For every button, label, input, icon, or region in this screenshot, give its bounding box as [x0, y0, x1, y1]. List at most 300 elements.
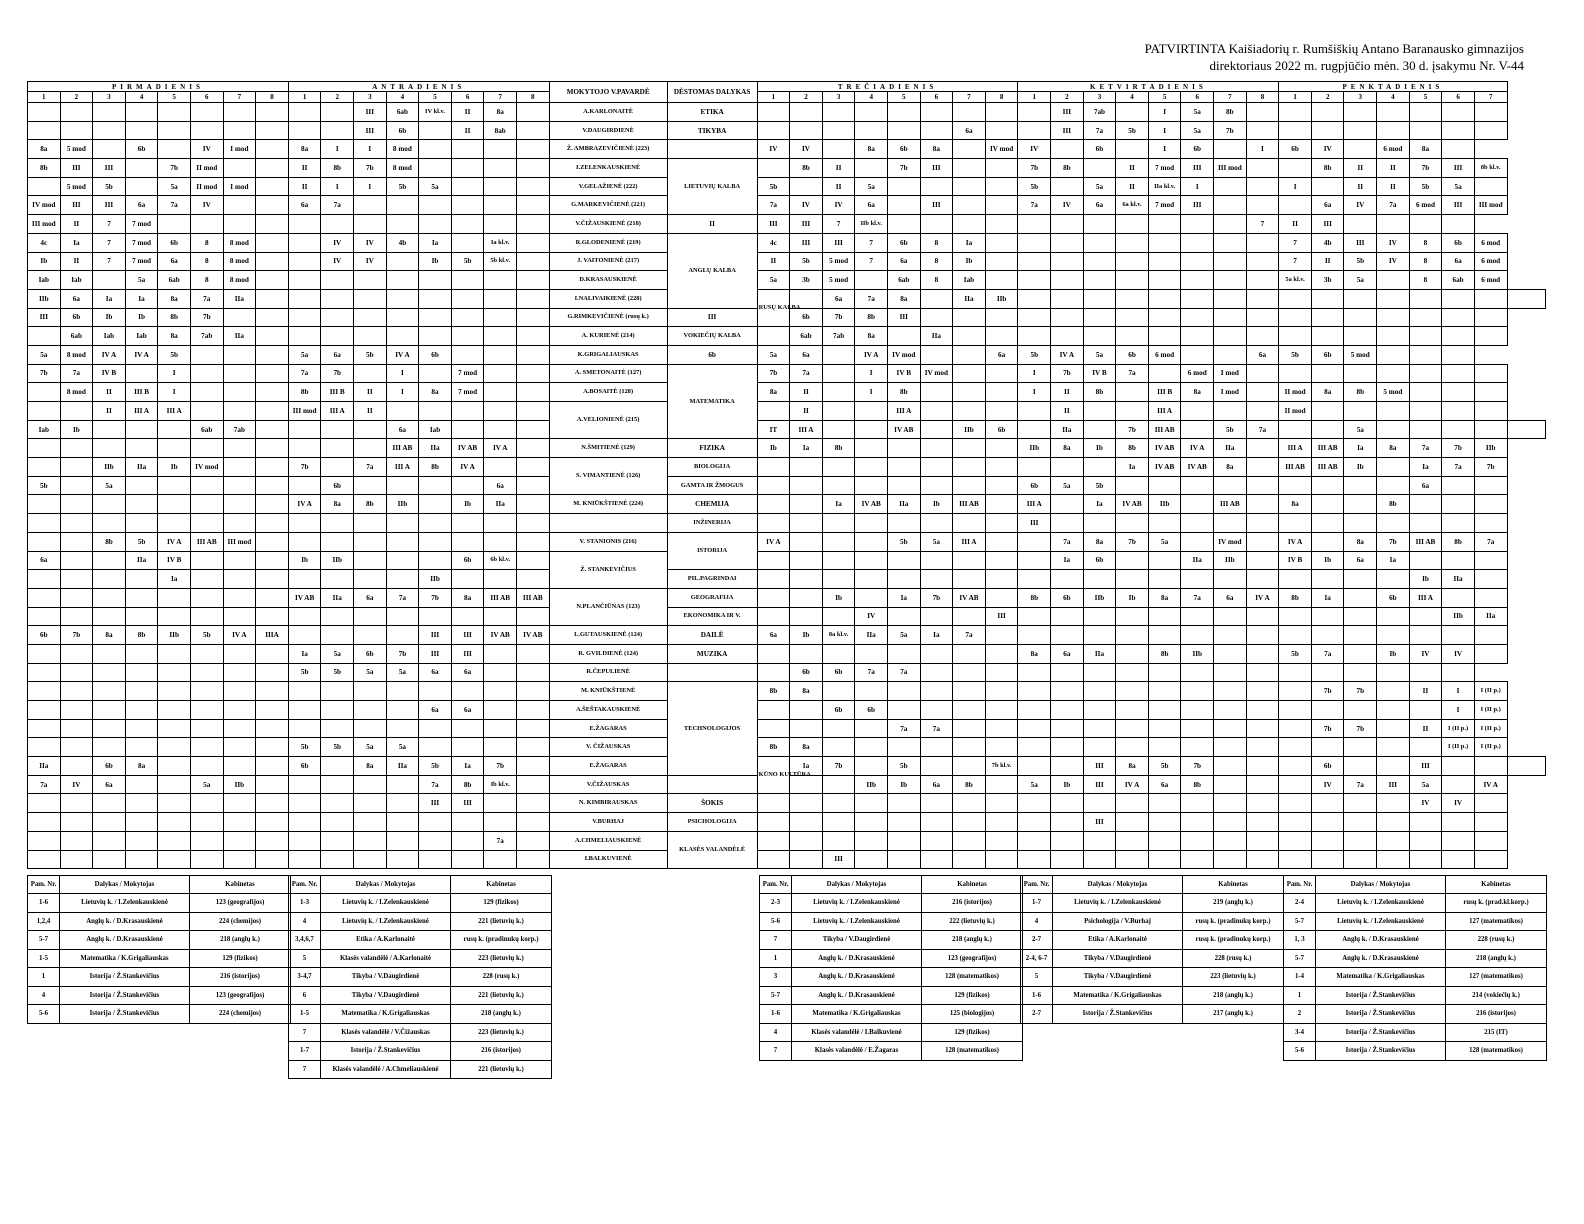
- class-cell: 8: [920, 271, 953, 290]
- class-cell: Ib: [1377, 644, 1410, 663]
- class-cell: 8a: [1148, 588, 1181, 607]
- class-cell: 8a: [158, 289, 191, 308]
- class-cell: [1214, 252, 1247, 271]
- class-cell: III: [1442, 196, 1475, 215]
- class-cell: 6b kl.v.: [484, 551, 517, 570]
- legend-room-header: Kabinetas: [1183, 876, 1284, 894]
- legend-room: 216 (istorijos): [190, 968, 291, 987]
- class-cell: [354, 626, 387, 645]
- legend-room: 129 (fizikos): [190, 949, 291, 968]
- class-cell: [757, 813, 790, 832]
- class-cell: 5a: [1083, 345, 1116, 364]
- class-cell: [28, 103, 61, 122]
- class-cell: [1246, 364, 1279, 383]
- legend-header-row: [1284, 876, 1547, 894]
- class-cell: [1051, 458, 1084, 477]
- class-cell: [60, 682, 93, 701]
- class-cell: [1018, 701, 1051, 720]
- legend-row: [1021, 894, 1284, 913]
- class-cell: [28, 813, 61, 832]
- class-cell: 7: [822, 215, 855, 234]
- class-cell: 3b: [1311, 271, 1344, 290]
- class-cell: [822, 140, 855, 159]
- class-cell: 6a: [1051, 644, 1084, 663]
- class-cell: 5a: [920, 532, 953, 551]
- class-cell: [60, 532, 93, 551]
- class-cell: [1377, 308, 1410, 327]
- legend-subject-teacher: Klasės valandėlė / E.Žagaras: [792, 1042, 922, 1061]
- class-cell: [985, 233, 1018, 252]
- class-cell: 8a: [484, 103, 517, 122]
- class-cell: Ia: [1409, 458, 1442, 477]
- class-cell: Ib: [158, 458, 191, 477]
- class-cell: [451, 532, 484, 551]
- class-cell: [887, 831, 920, 850]
- class-cell: 6 mod: [1474, 252, 1507, 271]
- class-cell: [953, 364, 986, 383]
- class-cell: [855, 794, 888, 813]
- legend-lesson-nr: 3: [760, 968, 792, 987]
- class-cell: [953, 644, 986, 663]
- class-cell: Ib: [125, 308, 158, 327]
- class-cell: 4b: [386, 233, 419, 252]
- class-cell: III: [1377, 775, 1410, 794]
- class-cell: [1116, 682, 1149, 701]
- legend-room: 215 (IT): [1446, 1023, 1547, 1042]
- class-cell: 7 mod: [125, 252, 158, 271]
- class-cell: [1344, 813, 1377, 832]
- legend-row: [1021, 931, 1284, 950]
- class-cell: [985, 775, 1018, 794]
- class-cell: 7b: [1051, 364, 1084, 383]
- class-cell: [1246, 121, 1279, 140]
- class-cell: [158, 775, 191, 794]
- class-cell: [28, 327, 61, 346]
- class-cell: [1442, 215, 1475, 234]
- class-cell: [1214, 196, 1247, 215]
- class-cell: 7a: [1409, 439, 1442, 458]
- class-cell: [517, 476, 550, 495]
- class-cell: [354, 775, 387, 794]
- wed-lesson-1: 1: [757, 92, 790, 103]
- class-cell: [1311, 121, 1344, 140]
- class-cell: IIa: [887, 495, 920, 514]
- schedule-row: [28, 532, 1546, 551]
- class-cell: [822, 420, 855, 439]
- class-cell: [1083, 233, 1116, 252]
- class-cell: [1116, 719, 1149, 738]
- legend-subject-teacher: Klasės valandėlė / A.Karlonaitė: [321, 949, 451, 968]
- class-cell: 6b: [125, 140, 158, 159]
- legend-lesson-nr: 2: [1284, 1005, 1316, 1024]
- class-cell: IIb: [419, 570, 452, 589]
- class-cell: I: [855, 383, 888, 402]
- class-cell: [887, 738, 920, 757]
- teacher-name: V. ČIŽAUSKAS: [549, 738, 667, 757]
- class-cell: [93, 439, 126, 458]
- class-cell: [822, 532, 855, 551]
- class-cell: [1409, 420, 1442, 439]
- schedule-row: [28, 252, 1546, 271]
- day-monday: PIRMADIENIS: [28, 82, 289, 92]
- class-cell: [1311, 420, 1344, 439]
- class-cell: 5b: [1344, 252, 1377, 271]
- legend-room-header: Kabinetas: [451, 876, 552, 894]
- class-cell: 8a: [321, 495, 354, 514]
- class-cell: [1148, 719, 1181, 738]
- class-cell: [920, 850, 953, 869]
- class-cell: [517, 383, 550, 402]
- class-cell: [1409, 364, 1442, 383]
- class-cell: [1214, 233, 1247, 252]
- class-cell: [1246, 103, 1279, 122]
- class-cell: [1018, 215, 1051, 234]
- legend-lesson-nr: 1-5: [289, 1005, 321, 1024]
- class-cell: III mod: [1214, 159, 1247, 178]
- class-cell: [484, 794, 517, 813]
- schedule-row: [28, 738, 1546, 757]
- class-cell: [190, 476, 223, 495]
- legend-subject-teacher: Lietuvių k. / I.Zelenkauskienė: [1053, 894, 1183, 913]
- class-cell: [1311, 177, 1344, 196]
- class-cell: 6a: [1311, 196, 1344, 215]
- legend-subject-teacher: Tikyba / V.Daugirdienė: [1053, 968, 1183, 987]
- class-cell: [1279, 327, 1312, 346]
- class-cell: [419, 495, 452, 514]
- thu-lesson-7: 7: [1214, 92, 1247, 103]
- class-cell: [1442, 140, 1475, 159]
- legend-lesson-nr: 2-4: [1284, 894, 1316, 913]
- schedule-row: [28, 701, 1546, 720]
- class-cell: [1148, 570, 1181, 589]
- class-cell: 4b: [1311, 233, 1344, 252]
- class-cell: [985, 626, 1018, 645]
- class-cell: [1181, 514, 1214, 533]
- class-cell: [386, 402, 419, 421]
- class-cell: 8b: [1018, 588, 1051, 607]
- class-cell: [288, 831, 321, 850]
- class-cell: [419, 308, 452, 327]
- class-cell: 5a: [190, 775, 223, 794]
- class-cell: [1148, 514, 1181, 533]
- class-cell: [1116, 252, 1149, 271]
- class-cell: [1246, 719, 1279, 738]
- class-cell: III: [790, 233, 823, 252]
- class-cell: [757, 607, 790, 626]
- class-cell: [288, 570, 321, 589]
- class-cell: [1214, 402, 1247, 421]
- class-cell: [1116, 402, 1149, 421]
- room-change-legend: [1283, 875, 1547, 1061]
- class-cell: 6a: [354, 588, 387, 607]
- class-cell: IV A: [1246, 588, 1279, 607]
- class-cell: 5a: [1051, 476, 1084, 495]
- class-cell: [354, 682, 387, 701]
- class-cell: Ib: [1116, 588, 1149, 607]
- class-cell: [985, 364, 1018, 383]
- class-cell: [887, 514, 920, 533]
- class-cell: 8b: [887, 383, 920, 402]
- legend-subject-teacher: Anglų k. / D.Krasauskienė: [60, 931, 190, 950]
- class-cell: Ia kl.v.: [484, 233, 517, 252]
- class-cell: [1442, 402, 1475, 421]
- class-cell: [1377, 794, 1410, 813]
- class-cell: [1018, 813, 1051, 832]
- legend-lesson-nr: 1-6: [760, 1005, 792, 1024]
- class-cell: Iab: [125, 327, 158, 346]
- class-cell: 8 mod: [386, 159, 419, 178]
- class-cell: [158, 103, 191, 122]
- class-cell: 7a: [1051, 532, 1084, 551]
- class-cell: [887, 439, 920, 458]
- class-cell: 6b: [1279, 140, 1312, 159]
- class-cell: 8: [190, 271, 223, 290]
- class-cell: 7b: [1344, 682, 1377, 701]
- class-cell: 8b: [451, 775, 484, 794]
- class-cell: I: [1279, 177, 1312, 196]
- class-cell: [1051, 215, 1084, 234]
- class-cell: [256, 439, 289, 458]
- class-cell: III A: [158, 402, 191, 421]
- class-cell: [517, 215, 550, 234]
- class-cell: I: [354, 177, 387, 196]
- class-cell: [60, 794, 93, 813]
- class-cell: [93, 719, 126, 738]
- class-cell: 8a kl.v.: [822, 626, 855, 645]
- class-cell: [223, 719, 256, 738]
- class-cell: [256, 775, 289, 794]
- class-cell: [451, 738, 484, 757]
- class-cell: [1279, 813, 1312, 832]
- class-cell: [354, 551, 387, 570]
- class-cell: [419, 682, 452, 701]
- class-cell: 7a: [855, 289, 888, 308]
- legend-row: [760, 949, 1023, 968]
- class-cell: [28, 177, 61, 196]
- class-cell: III B: [1148, 383, 1181, 402]
- class-cell: [1474, 364, 1507, 383]
- class-cell: [855, 719, 888, 738]
- legend-lesson-nr: 1-6: [1021, 986, 1053, 1005]
- class-cell: [223, 738, 256, 757]
- class-cell: [1116, 794, 1149, 813]
- class-cell: [1344, 289, 1377, 308]
- class-cell: [1148, 626, 1181, 645]
- legend-header-row: [1021, 876, 1284, 894]
- class-cell: III: [1083, 757, 1116, 776]
- class-cell: [60, 831, 93, 850]
- subject-name: PSICHOLOGIJA: [667, 813, 757, 832]
- class-cell: 5b: [288, 663, 321, 682]
- class-cell: [887, 476, 920, 495]
- class-cell: 5a: [1344, 420, 1377, 439]
- class-cell: [1148, 271, 1181, 290]
- class-cell: 7a: [484, 831, 517, 850]
- class-cell: [1083, 850, 1116, 869]
- class-cell: Ib: [953, 252, 986, 271]
- day-tuesday: ANTRADIENIS: [288, 82, 549, 92]
- class-cell: III: [93, 196, 126, 215]
- class-cell: [321, 532, 354, 551]
- legend-room: 123 (geografijos): [922, 949, 1023, 968]
- class-cell: [1246, 682, 1279, 701]
- class-cell: 8 mod: [60, 345, 93, 364]
- class-cell: [158, 831, 191, 850]
- class-cell: [517, 439, 550, 458]
- class-cell: [1051, 289, 1084, 308]
- class-cell: [985, 271, 1018, 290]
- class-cell: I: [1181, 177, 1214, 196]
- class-cell: [1409, 495, 1442, 514]
- class-cell: [1148, 252, 1181, 271]
- class-cell: [1246, 159, 1279, 178]
- class-cell: [920, 103, 953, 122]
- class-cell: [190, 701, 223, 720]
- class-cell: IIa: [1214, 439, 1247, 458]
- wed-lesson-2: 2: [790, 92, 823, 103]
- class-cell: III: [1442, 159, 1475, 178]
- class-cell: Ia: [60, 233, 93, 252]
- class-cell: [386, 570, 419, 589]
- class-cell: [953, 476, 986, 495]
- class-cell: [1279, 308, 1312, 327]
- class-cell: [1148, 327, 1181, 346]
- class-cell: 7a: [386, 588, 419, 607]
- class-cell: 6b: [855, 701, 888, 720]
- class-cell: 8: [190, 233, 223, 252]
- class-cell: [158, 476, 191, 495]
- class-cell: 7a: [190, 289, 223, 308]
- legend-row: [1021, 949, 1284, 968]
- class-cell: IV: [1442, 794, 1475, 813]
- legend-room: 123 (geografijos): [190, 894, 291, 913]
- class-cell: [985, 495, 1018, 514]
- class-cell: [419, 159, 452, 178]
- class-cell: [1181, 682, 1214, 701]
- legend-room: 129 (fizikos): [451, 894, 552, 913]
- class-cell: 7 mod: [1148, 159, 1181, 178]
- class-cell: 5b: [288, 738, 321, 757]
- class-cell: 7: [93, 252, 126, 271]
- class-cell: [125, 831, 158, 850]
- class-cell: IV AB: [887, 420, 920, 439]
- schedule-row: [28, 813, 1546, 832]
- class-cell: [517, 177, 550, 196]
- class-cell: [1246, 831, 1279, 850]
- class-cell: [790, 813, 823, 832]
- class-cell: 8 mod: [60, 383, 93, 402]
- class-cell: [419, 813, 452, 832]
- legend-lesson-nr: 5-7: [1284, 949, 1316, 968]
- class-cell: [887, 570, 920, 589]
- class-cell: 5 mod: [822, 271, 855, 290]
- class-cell: [920, 831, 953, 850]
- class-cell: [1116, 271, 1149, 290]
- class-cell: [321, 121, 354, 140]
- class-cell: 7 mod: [451, 364, 484, 383]
- class-cell: IV A: [1116, 775, 1149, 794]
- class-cell: IV A: [855, 345, 888, 364]
- class-cell: [28, 607, 61, 626]
- class-cell: [223, 345, 256, 364]
- class-cell: [60, 121, 93, 140]
- class-cell: [1409, 607, 1442, 626]
- class-cell: III AB: [1311, 458, 1344, 477]
- class-cell: II: [1279, 215, 1312, 234]
- class-cell: 6a: [419, 663, 452, 682]
- legend-room: 128 (matematikos): [922, 1042, 1023, 1061]
- fri-lesson-6: 6: [1442, 92, 1475, 103]
- class-cell: [1116, 514, 1149, 533]
- class-cell: [517, 682, 550, 701]
- legend-lesson-nr: 1-7: [289, 1042, 321, 1061]
- legend-subject-teacher: Tikyba / V.Daugirdienė: [792, 931, 922, 950]
- class-cell: 7b: [1442, 439, 1475, 458]
- class-cell: [517, 420, 550, 439]
- class-cell: 6a: [1246, 345, 1279, 364]
- class-cell: Ia: [920, 626, 953, 645]
- class-cell: III A: [1279, 439, 1312, 458]
- legend-lesson-nr: 4: [1021, 912, 1053, 931]
- class-cell: III AB: [386, 439, 419, 458]
- class-cell: [953, 327, 986, 346]
- class-cell: 7b: [1181, 757, 1214, 776]
- class-cell: [1442, 289, 1475, 308]
- class-cell: [1181, 289, 1214, 308]
- class-cell: III: [451, 626, 484, 645]
- legend-room: 129 (fizikos): [922, 1023, 1023, 1042]
- class-cell: 8 mod: [223, 271, 256, 290]
- class-cell: [190, 813, 223, 832]
- class-cell: IIb: [28, 289, 61, 308]
- class-cell: IIa kl.v.: [1148, 177, 1181, 196]
- class-cell: III: [920, 196, 953, 215]
- class-cell: 6b: [887, 140, 920, 159]
- subject-name: KŪNO KULTŪRA: [757, 757, 790, 794]
- class-cell: [190, 345, 223, 364]
- class-cell: 7a: [1181, 588, 1214, 607]
- class-cell: [386, 701, 419, 720]
- class-cell: [953, 215, 986, 234]
- class-cell: [822, 476, 855, 495]
- legend-room: 128 (matematikos): [922, 968, 1023, 987]
- class-cell: 8a: [790, 738, 823, 757]
- class-cell: [1246, 551, 1279, 570]
- legend-row: [28, 968, 291, 987]
- class-cell: [517, 719, 550, 738]
- class-cell: [1344, 476, 1377, 495]
- class-cell: [321, 327, 354, 346]
- class-cell: [1279, 121, 1312, 140]
- day-friday: PENKTADIENIS: [1279, 82, 1507, 92]
- class-cell: [1246, 458, 1279, 477]
- teacher-name: K.GRIGALIAUSKAS: [549, 345, 667, 364]
- subject-name: ŠOKIS: [667, 794, 757, 813]
- class-cell: 6b: [1311, 345, 1344, 364]
- class-cell: [822, 813, 855, 832]
- class-cell: [190, 738, 223, 757]
- thu-lesson-2: 2: [1051, 92, 1084, 103]
- class-cell: [125, 570, 158, 589]
- class-cell: [985, 103, 1018, 122]
- class-cell: [920, 644, 953, 663]
- legend-subject-teacher: Matematika / K.Grigaliauskas: [1316, 968, 1446, 987]
- teacher-name: A.ŠEŠTAKAUSKIENĖ: [549, 701, 667, 720]
- tue-lesson-6: 6: [451, 92, 484, 103]
- class-cell: 7b kl.v.: [985, 757, 1018, 776]
- class-cell: [321, 570, 354, 589]
- class-cell: [1377, 850, 1410, 869]
